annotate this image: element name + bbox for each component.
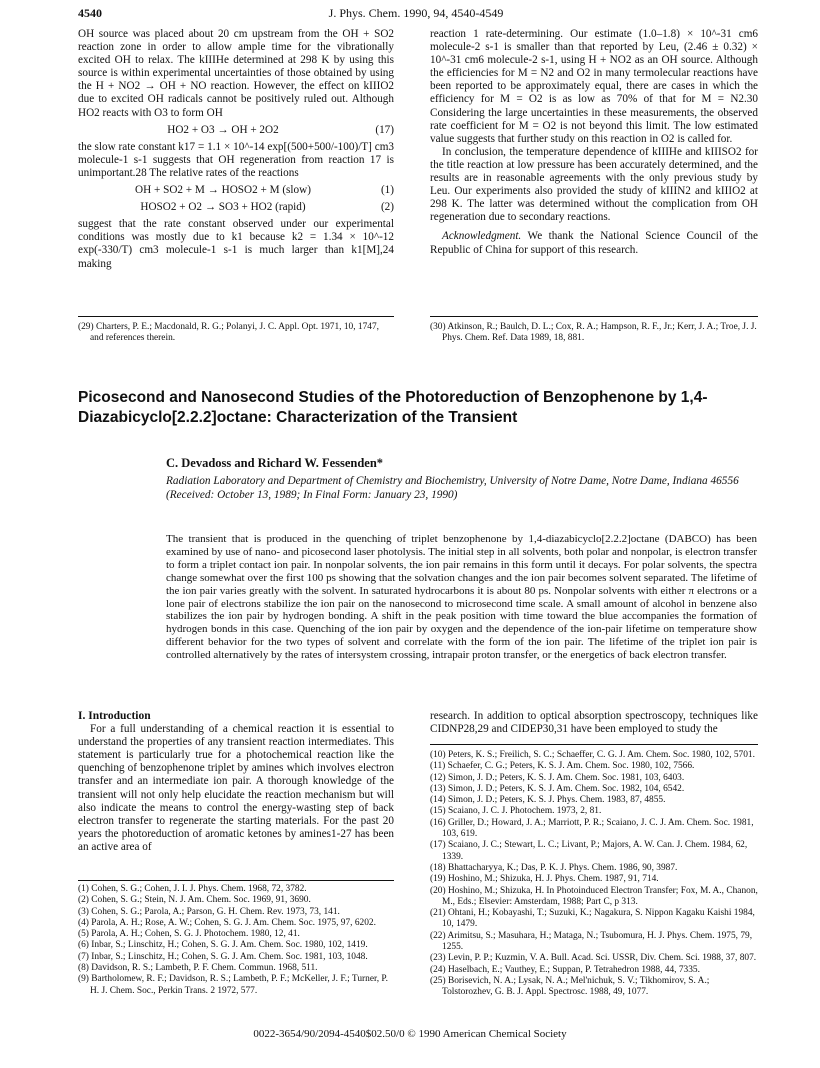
reference: (12) Simon, J. D.; Peters, K. S. J. Am. Chem. Soc. 1981, 103, 6403. <box>430 772 685 783</box>
section-heading: I. Introduction <box>78 710 151 722</box>
reference: (11) Schaefer, C. G.; Peters, K. S. J. Am. Chem. Soc. 1980, 102, 7566. <box>430 761 695 772</box>
intro-left-column <box>78 710 394 854</box>
reference: (9) Bartholomew, R. F.; Davidson, R. S.; Lambeth, P. F.; McKeller, J. F.; Turner, P. H. J. Chem. Soc., Perkin Trans. 2 1972, 577. <box>78 974 388 996</box>
reference: (4) Parola, A. H.; Rose, A. W.; Cohen, S. G. J. Am. Chem. Soc. 1975, 97, 6202. <box>78 917 376 928</box>
paragraph: suggest that the rate constant observed under our experimental conditions was mostly due to k1 because k2 = 1.34 × 10^-12 exp(-330/T) cm3 molecule-1 s-1 is much larger than k1[M],24 making <box>78 218 394 270</box>
reference: (3) Cohen, S. G.; Parola, A.; Parson, G. H. Chem. Rev. 1973, 73, 141. <box>78 906 340 917</box>
abstract: The transient that is produced in the quenching of triplet benzophenone by 1,4-diazabicyclo[2.2.2]octane (DABCO) has been examined by use of nano- and picosecond laser photolysis. The initial step in all solvents, both polar and nonpolar, is electron transfer to form a triplet contact ion pair. In nonpolar solvents, the ion pair remains in this form until it decays. For polar solvents, the spectra change somewhat over the first 100 ps showing that the solvation changes and the ion pair becomes solvent separated. The lifetime of the ion pair varies greatly with the solvent. In saturated hydrocarbons it is about 80 ps. Nonpolar solvents with either π electrons or a lone pair of electrons stabilize the ion pair on the nanosecond to microsecond time scale. A small amount of alcohol in benzene also stabilizes the ion pair by hydrogen bonding. A shift in the peak position with time toward the blue accompanies the formation of hydrogen bonds in this case. Quenching of the ion pair by oxygen and the dependence of the ion-pair lifetime on temperature show different behavior for the two types of solvent and correlate with the form of the ion pair. The lifetime of the triplet ion pair is controlled alternatively by the rates of intersystem crossing, intrapair proton transfer, or the energetics of back electron transfer. <box>166 533 757 662</box>
paragraph: For a full understanding of a chemical reaction it is essential to understand the properties of any transient reaction intermediates. This statement is particularly true for a photochemical reaction like the quenching of benzophenone triplet by amines which involves electron transfer and an intermediate ion pair. A thorough knowledge of the transient will not only help elucidate the reaction mechanism but will also indicate the means to control the energy-wasting step of back electron transfer to regenerate the starting materials. For the past 20 years the photoreduction of aromatic ketones by amines1-27 has been an active area of <box>78 723 394 853</box>
reference: (25) Borisevich, N. A.; Lysak, N. A.; Mel'nichuk, S. V.; Tikhomirov, S. A.; Tolstorozhev, G. B. J. Appl. Spectrosc. 1988, 49, 1077. <box>430 975 710 998</box>
footnote-30 <box>430 322 758 345</box>
reference: (19) Hoshino, M.; Shizuka, H. J. Phys. Chem. 1987, 91, 714. <box>430 874 659 885</box>
affiliation: Radiation Laboratory and Department of Chemistry and Biochemistry, University of Notre Dame, Notre Dame, Indiana 46556 (Received: October 13, 1989; In Final Form: January 23, 1990) <box>166 475 739 501</box>
reference: (14) Simon, J. D.; Peters, K. S. J. Phys. Chem. 1983, 87, 4855. <box>430 795 666 806</box>
footnote-29 <box>78 322 394 345</box>
reference: (18) Bhattacharyya, K.; Das, P. K. J. Phys. Chem. 1986, 90, 3987. <box>430 862 678 873</box>
paragraph: In conclusion, the temperature dependence of kIIIHe and kIIISO2 for the title reaction at low pressure has been accurately determined, and the results are in reasonable agreements with the only previous study by Leu. Our experiments also provided the study of kIIIN2 and kIIIO2 at 298 K. The latter was determined without the complication from OH regeneration due to secondary reactions. <box>430 145 758 224</box>
paragraph: OH source was placed about 20 cm upstream from the OH + SO2 reaction zone in order to allow ample time for the vibrationally excited OH to relax. The kIIIHe determined at 298 K by using this source is within experimental uncertainties of those obtained by using the H + NO2 → OH + NO reaction. However, the effect on kIIIO2 due to excited OH radicals cannot be positively ruled out. Although HO2 reacts with O3 to form OH <box>78 28 394 119</box>
running-header <box>78 6 754 22</box>
reference: (23) Levin, P. P.; Kuzmin, V. A. Bull. Acad. Sci. USSR, Div. Chem. Sci. 1988, 37, 807. <box>430 953 757 964</box>
article-title: Picosecond and Nanosecond Studies of the Photoreduction of Benzophenone by 1,4-Diazabicyclo[2.2.2]octane: Characterization of the Transient <box>78 389 708 426</box>
equation-number: (17) <box>375 123 394 136</box>
reference: (21) Ohtani, H.; Kobayashi, T.; Suzuki, K.; Nagakura, S. Nippon Kagaku Kaishi 1984, 10, 1479. <box>430 908 755 930</box>
footnote-rule <box>78 880 394 881</box>
footnote-text: (29) Charters, P. E.; Macdonald, R. G.; Polanyi, J. C. Appl. Opt. 1971, 10, 1747, and references therein. <box>78 322 380 344</box>
journal-citation: J. Phys. Chem. 1990, 94, 4540-4549 <box>328 6 504 20</box>
reference: (10) Peters, K. S.; Freilich, S. C.; Schaeffer, C. G. J. Am. Chem. Soc. 1980, 102, 5701. <box>430 750 755 760</box>
equation-expression: OH + SO2 + M → HOSO2 + M (slow) <box>135 184 311 197</box>
equation-number: (1) <box>380 184 394 197</box>
intro-right-column <box>430 710 758 736</box>
reference: (17) Scaiano, J. C.; Stewart, L. C.; Livant, P.; Majors, A. W. Can. J. Chem. 1984, 62, 1339. <box>430 840 748 862</box>
reference: (6) Inbar, S.; Linschitz, H.; Cohen, S. G. J. Am. Chem. Soc. 1980, 102, 1419. <box>78 940 368 951</box>
paragraph: research. In addition to optical absorption spectroscopy, techniques like CIDNP28,29 and CIDEP30,31 have been employed to study the <box>430 710 758 736</box>
reference: (22) Arimitsu, S.; Masuhara, H.; Mataga, N.; Tsubomura, H. J. Phys. Chem. 1975, 79, 1255. <box>430 930 753 953</box>
reference: (7) Inbar, S.; Linschitz, H.; Cohen, S. G. J. Am. Chem. Soc. 1981, 103, 1048. <box>78 951 368 962</box>
reference: (2) Cohen, S. G.; Stein, N. J. Am. Chem. Soc. 1969, 91, 3690. <box>78 895 311 906</box>
reference: (20) Hoshino, M.; Shizuka, H. In Photoinduced Electron Transfer; Fox, M. A., Chanon, M., Eds.; Elsevier: Amsterdam, 1988; Part C, p 313. <box>430 885 758 907</box>
equation-17 <box>78 124 394 137</box>
footnote-rule <box>78 316 394 317</box>
references-left <box>78 884 394 997</box>
equation-expression: HO2 + O3 → OH + 2O2 <box>167 123 279 136</box>
reference: (5) Parola, A. H.; Cohen, S. G. J. Photochem. 1980, 12, 41. <box>78 929 300 940</box>
reference: (13) Simon, J. D.; Peters, K. S. J. Am. Chem. Soc. 1982, 104, 6542. <box>430 783 685 794</box>
paragraph: the slow rate constant k17 = 1.1 × 10^-14 exp[(500+500/-100)/T] cm3 molecule-1 s-1 suggests that OH regeneration from reaction 17 is unimportant.28 The relative rates of the reactions <box>78 140 394 179</box>
reference: (15) Scaiano, J. C. J. Photochem. 1973, 2, 81. <box>430 806 602 817</box>
references-right <box>430 750 758 999</box>
reference: (24) Haselbach, E.; Vauthey, E.; Suppan, P. Tetrahedron 1988, 44, 7335. <box>430 964 700 975</box>
footnote-rule <box>430 744 758 745</box>
prev-article-left-column <box>78 28 394 271</box>
page-footer: 0022-3654/90/2094-4540$02.50/0 © 1990 American Chemical Society <box>253 1028 567 1040</box>
reference: (1) Cohen, S. G.; Cohen, J. I. J. Phys. Chem. 1968, 72, 3782. <box>78 884 307 894</box>
equation-1 <box>78 184 394 197</box>
equation-expression: HOSO2 + O2 → SO3 + HO2 (rapid) <box>140 201 306 214</box>
acknowledgment-label: Acknowledgment. <box>442 230 522 243</box>
footnote-text: (30) Atkinson, R.; Baulch, D. L.; Cox, R. A.; Hampson, R. F., Jr.; Kerr, J. A.; Troe, J. J. Phys. Chem. Ref. Data 1989, 18, 881. <box>430 322 757 344</box>
equation-2 <box>78 201 394 214</box>
equation-number: (2) <box>380 201 394 214</box>
footnote-rule <box>430 316 758 317</box>
page-number: 4540 <box>78 6 102 20</box>
authors: C. Devadoss and Richard W. Fessenden* <box>166 456 384 470</box>
reference: (8) Davidson, R. S.; Lambeth, P. F. Chem. Commun. 1968, 511. <box>78 963 318 974</box>
paragraph: reaction 1 rate-determining. Our estimate (1.0–1.8) × 10^-31 cm6 molecule-2 s-1 is smaller than that reported by Leu, (2.46 ± 0.32) × 10^-31 cm6 molecule-2 s-1, using H + NO2 as an OH source. Although the efficiencies for M = N2 and O2 in many termolecular reactions have been reported to be approximately equal, there are cases in which the efficiency for M = O2 is as low as 70% of that for M = N2.30 Considering the large uncertainties in these measurements, the observed rate coefficient for M = O2 is not beyond this limit. The low estimated value suggests that further study on this reaction in O2 is called for. <box>430 28 758 145</box>
reference: (16) Griller, D.; Howard, J. A.; Marriott, P. R.; Scaiano, J. C. J. Am. Chem. Soc. 1981, 103, 619. <box>430 817 754 840</box>
acknowledgment <box>430 230 758 256</box>
acknowledgment-text: We thank the National Science Council of the Republic of China for support of this research. <box>430 230 758 256</box>
prev-article-right-column <box>430 28 758 257</box>
